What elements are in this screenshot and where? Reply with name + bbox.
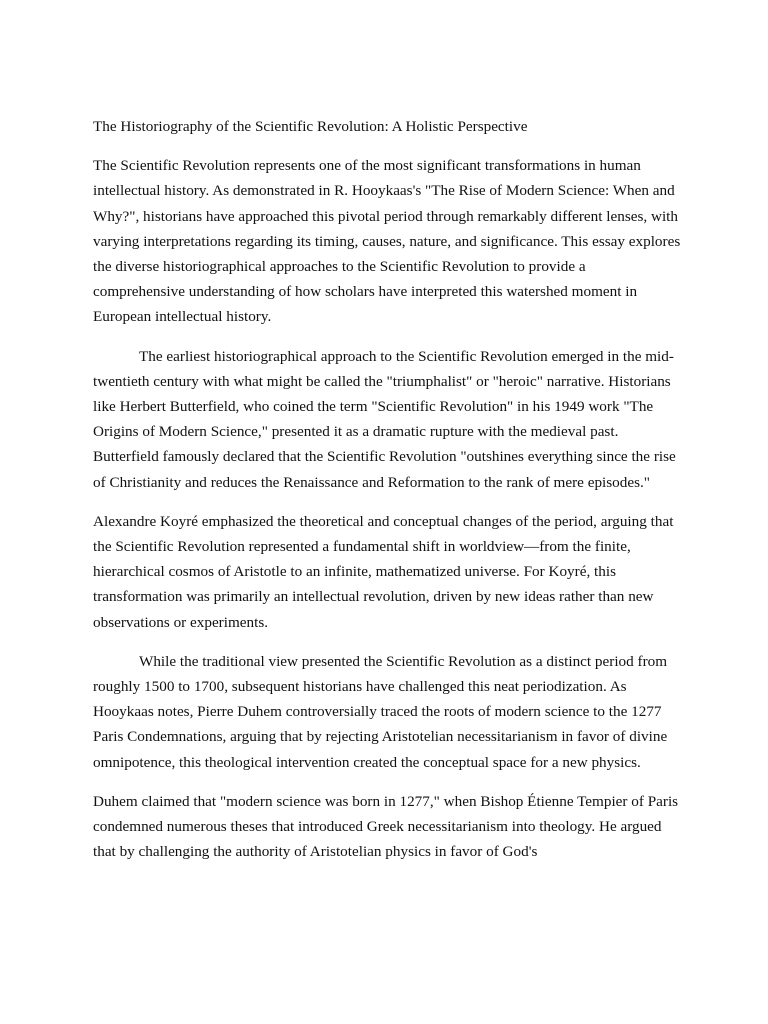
paragraph-periodization: While the traditional view presented the Scientific Revolution as a distinct period from roughly 1500 to 1700, subsequent historians have challenged this neat periodization. As Hooykaas notes, Pierre Duhem controversially traced the roots of modern science to the 1277 Paris Condemnations, arguing that by rejecting Aristotelian necessitarianism in favor of divine omnipotence, this theological intervention created the conceptual space for a new physics.	[93, 652, 668, 771]
document-title: The Historiography of the Scientific Revolution: A Holistic Perspective	[93, 118, 528, 135]
paragraph-intro: The Scientific Revolution represents one of the most significant transformations in human intellectual history. As demonstrated in R. Hooykaas's "The Rise of Modern Science: When and Why?", historians have approached this pivotal period through remarkably different lenses, with varying interpretations regarding its timing, causes, nature, and significance. This essay explores the diverse historiographical approaches to the Scientific Revolution to provide a comprehensive understanding of how scholars have interpreted this watershed moment in European intellectual history.	[93, 157, 681, 326]
paragraph-duhem: Duhem claimed that "modern science was born in 1277," when Bishop Étienne Tempier of Paris condemned numerous theses that introduced Greek necessitarianism into theology. He argued that by challenging the authority of Aristotelian physics in favor of God's	[93, 792, 679, 861]
document-body	[93, 114, 681, 878]
paragraph-triumphalist: The earliest historiographical approach to the Scientific Revolution emerged in the mid-twentieth century with what might be called the "triumphalist" or "heroic" narrative. Historians like Herbert Butterfield, who coined the term "Scientific Revolution" in his 1949 work "The Origins of Modern Science," presented it as a dramatic rupture with the medieval past. Butterfield famously declared that the Scientific Revolution "outshines everything since the rise of Christianity and reduces the Renaissance and Reformation to the rank of mere episodes."	[93, 347, 676, 491]
paragraph-koyre: Alexandre Koyré emphasized the theoretical and conceptual changes of the period, arguing that the Scientific Revolution represented a fundamental shift in worldview—from the finite, hierarchical cosmos of Aristotle to an infinite, mathematized universe. For Koyré, this transformation was primarily an intellectual revolution, driven by new ideas rather than new observations or experiments.	[93, 512, 674, 631]
